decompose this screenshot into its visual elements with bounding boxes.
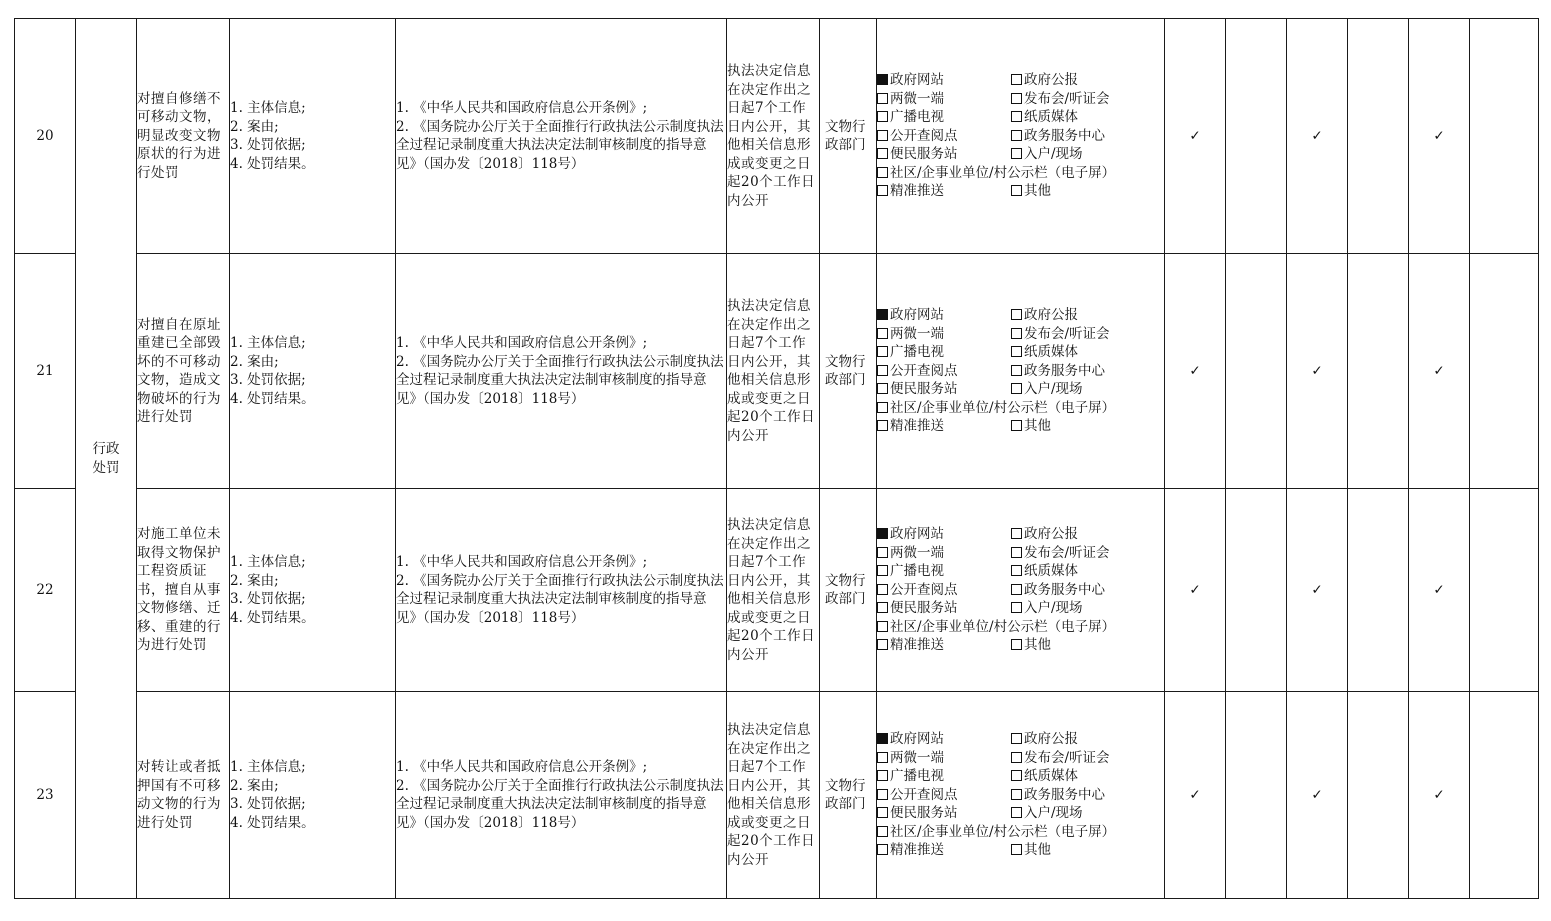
- checked-box-icon: [877, 528, 888, 539]
- empty-box-icon: [877, 584, 888, 595]
- table-row: [15, 489, 1539, 692]
- checked-box-icon: [877, 309, 888, 320]
- row-number: 22: [15, 489, 76, 692]
- empty-box-icon: [877, 185, 888, 196]
- check-mark: ✓: [1287, 489, 1348, 692]
- empty-box-icon: [1011, 148, 1022, 159]
- empty-box-icon: [877, 402, 888, 413]
- empty-box-icon: [877, 420, 888, 431]
- empty-box-icon: [877, 789, 888, 800]
- empty-cell: [1226, 489, 1287, 692]
- disclosure-content: 1. 主体信息; 2. 案由; 3. 处罚依据; 4. 处罚结果。: [230, 692, 396, 899]
- disclosure-basis: 1. 《中华人民共和国政府信息公开条例》; 2. 《国务院办公厅关于全面推行行政执法公示制度执法全过程记录制度重大执法决定法制审核制度的指导意见》（国办发〔2018〕118号）: [396, 254, 727, 489]
- empty-cell: [1348, 19, 1409, 254]
- empty-box-icon: [1011, 639, 1022, 650]
- empty-cell: [1348, 254, 1409, 489]
- empty-cell: [1348, 489, 1409, 692]
- empty-box-icon: [1011, 807, 1022, 818]
- empty-box-icon: [1011, 844, 1022, 855]
- category-label: 行政处罚: [92, 440, 120, 476]
- disclosure-table: [14, 18, 1539, 899]
- empty-box-icon: [1011, 74, 1022, 85]
- check-mark: ✓: [1409, 254, 1470, 489]
- item-name: 对擅自修缮不可移动文物，明显改变文物原状的行为进行处罚: [137, 19, 230, 254]
- empty-cell: [1226, 19, 1287, 254]
- empty-box-icon: [877, 167, 888, 178]
- table-row: [15, 19, 1539, 254]
- empty-box-icon: [1011, 528, 1022, 539]
- empty-box-icon: [877, 807, 888, 818]
- disclosure-content: 1. 主体信息; 2. 案由; 3. 处罚依据; 4. 处罚结果。: [230, 19, 396, 254]
- item-name: 对擅自在原址重建已全部毁坏的不可移动文物，造成文物破坏的行为进行处罚: [137, 254, 230, 489]
- category-cell: [76, 19, 137, 899]
- disclosure-channels: 政府网站 政府公报 两微一端 发布会/听证会 广播电视 纸质媒体 公开查阅点 政务服务中心 便民服务站 入户/现场 社区/企事业单位/村公示栏（电子屏） 精准推送 其他: [877, 692, 1165, 899]
- disclosure-time: 执法决定信息在决定作出之日起7个工作日内公开，其他相关信息形成或变更之日起20个工作日内公开: [727, 19, 820, 254]
- table-row: [15, 254, 1539, 489]
- empty-box-icon: [1011, 770, 1022, 781]
- disclosure-dept: 文物行政部门: [820, 254, 877, 489]
- disclosure-dept: 文物行政部门: [820, 489, 877, 692]
- empty-cell: [1470, 692, 1539, 899]
- empty-box-icon: [1011, 309, 1022, 320]
- empty-box-icon: [1011, 584, 1022, 595]
- disclosure-time: 执法决定信息在决定作出之日起7个工作日内公开，其他相关信息形成或变更之日起20个工作日内公开: [727, 692, 820, 899]
- empty-box-icon: [877, 826, 888, 837]
- check-mark: ✓: [1165, 692, 1226, 899]
- empty-box-icon: [1011, 789, 1022, 800]
- empty-box-icon: [1011, 365, 1022, 376]
- disclosure-dept: 文物行政部门: [820, 19, 877, 254]
- empty-box-icon: [1011, 420, 1022, 431]
- disclosure-dept: 文物行政部门: [820, 692, 877, 899]
- empty-box-icon: [1011, 733, 1022, 744]
- empty-box-icon: [877, 365, 888, 376]
- empty-box-icon: [1011, 547, 1022, 558]
- empty-box-icon: [1011, 602, 1022, 613]
- disclosure-channels: 政府网站 政府公报 两微一端 发布会/听证会 广播电视 纸质媒体 公开查阅点 政务服务中心 便民服务站 入户/现场 社区/企事业单位/村公示栏（电子屏） 精准推送 其他: [877, 254, 1165, 489]
- table-row: [15, 692, 1539, 899]
- empty-cell: [1470, 489, 1539, 692]
- empty-box-icon: [877, 639, 888, 650]
- empty-box-icon: [1011, 185, 1022, 196]
- checked-box-icon: [877, 74, 888, 85]
- item-name: 对转让或者抵押国有不可移动文物的行为进行处罚: [137, 692, 230, 899]
- empty-box-icon: [877, 770, 888, 781]
- empty-box-icon: [877, 346, 888, 357]
- empty-box-icon: [1011, 111, 1022, 122]
- disclosure-time: 执法决定信息在决定作出之日起7个工作日内公开，其他相关信息形成或变更之日起20个工作日内公开: [727, 254, 820, 489]
- check-mark: ✓: [1409, 489, 1470, 692]
- disclosure-channels: 政府网站 政府公报 两微一端 发布会/听证会 广播电视 纸质媒体 公开查阅点 政务服务中心 便民服务站 入户/现场 社区/企事业单位/村公示栏（电子屏） 精准推送 其他: [877, 19, 1165, 254]
- empty-box-icon: [1011, 752, 1022, 763]
- check-mark: ✓: [1287, 692, 1348, 899]
- disclosure-content: 1. 主体信息; 2. 案由; 3. 处罚依据; 4. 处罚结果。: [230, 254, 396, 489]
- check-mark: ✓: [1165, 489, 1226, 692]
- check-mark: ✓: [1165, 254, 1226, 489]
- check-mark: ✓: [1287, 254, 1348, 489]
- empty-box-icon: [877, 148, 888, 159]
- checked-box-icon: [877, 733, 888, 744]
- empty-cell: [1348, 692, 1409, 899]
- empty-box-icon: [877, 602, 888, 613]
- empty-box-icon: [1011, 565, 1022, 576]
- empty-box-icon: [877, 565, 888, 576]
- empty-box-icon: [877, 752, 888, 763]
- check-mark: ✓: [1165, 19, 1226, 254]
- item-name: 对施工单位未取得文物保护工程资质证书，擅自从事文物修缮、迁移、重建的行为进行处罚: [137, 489, 230, 692]
- empty-box-icon: [877, 111, 888, 122]
- empty-box-icon: [1011, 328, 1022, 339]
- empty-box-icon: [877, 93, 888, 104]
- empty-box-icon: [1011, 346, 1022, 357]
- empty-box-icon: [877, 844, 888, 855]
- disclosure-basis: 1. 《中华人民共和国政府信息公开条例》; 2. 《国务院办公厅关于全面推行行政执法公示制度执法全过程记录制度重大执法决定法制审核制度的指导意见》（国办发〔2018〕118号）: [396, 692, 727, 899]
- check-mark: ✓: [1409, 692, 1470, 899]
- disclosure-content: 1. 主体信息; 2. 案由; 3. 处罚依据; 4. 处罚结果。: [230, 489, 396, 692]
- row-number: 20: [15, 19, 76, 254]
- empty-cell: [1470, 254, 1539, 489]
- empty-box-icon: [877, 130, 888, 141]
- disclosure-time: 执法决定信息在决定作出之日起7个工作日内公开，其他相关信息形成或变更之日起20个工作日内公开: [727, 489, 820, 692]
- empty-cell: [1470, 19, 1539, 254]
- row-number: 23: [15, 692, 76, 899]
- disclosure-basis: 1. 《中华人民共和国政府信息公开条例》; 2. 《国务院办公厅关于全面推行行政执法公示制度执法全过程记录制度重大执法决定法制审核制度的指导意见》（国办发〔2018〕118号）: [396, 19, 727, 254]
- check-mark: ✓: [1409, 19, 1470, 254]
- disclosure-channels: 政府网站 政府公报 两微一端 发布会/听证会 广播电视 纸质媒体 公开查阅点 政务服务中心 便民服务站 入户/现场 社区/企事业单位/村公示栏（电子屏） 精准推送 其他: [877, 489, 1165, 692]
- empty-box-icon: [877, 547, 888, 558]
- row-number: 21: [15, 254, 76, 489]
- empty-box-icon: [877, 383, 888, 394]
- empty-box-icon: [1011, 93, 1022, 104]
- empty-box-icon: [877, 621, 888, 632]
- empty-cell: [1226, 692, 1287, 899]
- disclosure-basis: 1. 《中华人民共和国政府信息公开条例》; 2. 《国务院办公厅关于全面推行行政执法公示制度执法全过程记录制度重大执法决定法制审核制度的指导意见》（国办发〔2018〕118号）: [396, 489, 727, 692]
- empty-cell: [1226, 254, 1287, 489]
- check-mark: ✓: [1287, 19, 1348, 254]
- empty-box-icon: [1011, 130, 1022, 141]
- empty-box-icon: [1011, 383, 1022, 394]
- empty-box-icon: [877, 328, 888, 339]
